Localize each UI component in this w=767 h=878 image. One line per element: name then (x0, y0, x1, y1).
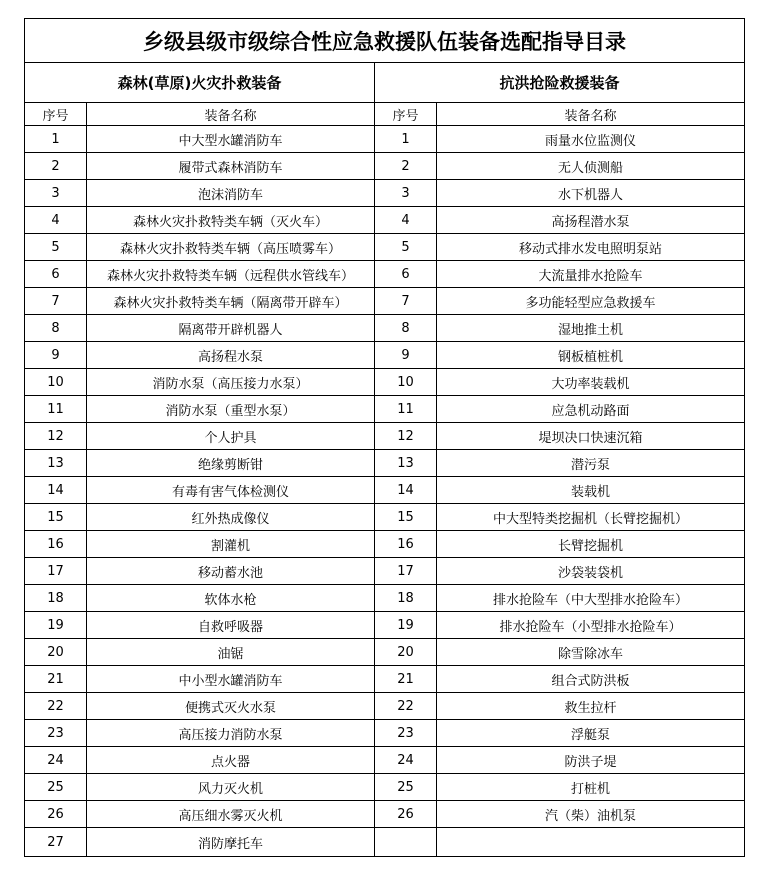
cell-seq-right: 12 (375, 423, 437, 450)
column-header-name-left: 装备名称 (87, 103, 375, 126)
cell-name-left: 点火器 (87, 747, 375, 774)
cell-seq-right: 25 (375, 774, 437, 801)
cell-seq-right: 9 (375, 342, 437, 369)
cell-seq-right: 5 (375, 234, 437, 261)
cell-name-left: 高压细水雾灭火机 (87, 801, 375, 828)
cell-seq-left: 5 (25, 234, 87, 261)
table-row (25, 342, 745, 369)
cell-name-right: 堤坝决口快速沉箱 (437, 423, 745, 450)
column-header-seq-right: 序号 (375, 103, 437, 126)
cell-name-right: 钢板植桩机 (437, 342, 745, 369)
cell-seq-left: 22 (25, 693, 87, 720)
cell-name-left: 割灌机 (87, 531, 375, 558)
table-row (25, 396, 745, 423)
cell-name-right: 大流量排水抢险车 (437, 261, 745, 288)
table-title: 乡级县级市级综合性应急救援队伍装备选配指导目录 (25, 19, 745, 63)
cell-name-left: 软体水枪 (87, 585, 375, 612)
cell-seq-right: 4 (375, 207, 437, 234)
cell-seq-right (375, 828, 437, 857)
cell-seq-right: 16 (375, 531, 437, 558)
table-row (25, 585, 745, 612)
cell-seq-left: 15 (25, 504, 87, 531)
cell-name-right: 装载机 (437, 477, 745, 504)
cell-name-left: 履带式森林消防车 (87, 153, 375, 180)
cell-name-left: 森林火灾扑救特类车辆（高压喷雾车） (87, 234, 375, 261)
cell-name-left: 泡沫消防车 (87, 180, 375, 207)
cell-name-right: 水下机器人 (437, 180, 745, 207)
cell-seq-left: 19 (25, 612, 87, 639)
cell-seq-right: 22 (375, 693, 437, 720)
cell-seq-left: 6 (25, 261, 87, 288)
table-row (25, 558, 745, 585)
table-row (25, 261, 745, 288)
cell-name-right: 排水抢险车（中大型排水抢险车） (437, 585, 745, 612)
cell-name-right: 防洪子堤 (437, 747, 745, 774)
cell-name-right: 无人侦测船 (437, 153, 745, 180)
cell-seq-left: 2 (25, 153, 87, 180)
table-row (25, 504, 745, 531)
cell-seq-left: 25 (25, 774, 87, 801)
cell-name-left: 森林火灾扑救特类车辆（隔离带开辟车） (87, 288, 375, 315)
cell-seq-right: 19 (375, 612, 437, 639)
table-row (25, 774, 745, 801)
cell-seq-right: 11 (375, 396, 437, 423)
table-row (25, 801, 745, 828)
cell-seq-right: 13 (375, 450, 437, 477)
cell-seq-right: 20 (375, 639, 437, 666)
cell-name-left: 消防水泵（重型水泵） (87, 396, 375, 423)
section-row (25, 63, 745, 103)
cell-name-right: 打桩机 (437, 774, 745, 801)
cell-name-left: 高扬程水泵 (87, 342, 375, 369)
cell-name-left: 自救呼吸器 (87, 612, 375, 639)
title-row (25, 19, 745, 63)
cell-name-left: 中小型水罐消防车 (87, 666, 375, 693)
cell-name-left: 有毒有害气体检测仪 (87, 477, 375, 504)
cell-seq-left: 23 (25, 720, 87, 747)
cell-name-left: 隔离带开辟机器人 (87, 315, 375, 342)
cell-name-right: 应急机动路面 (437, 396, 745, 423)
cell-name-left: 中大型水罐消防车 (87, 126, 375, 153)
cell-name-right (437, 828, 745, 857)
section-title-forest-fire: 森林(草原)火灾扑救装备 (25, 63, 375, 103)
cell-name-right: 汽（柴）油机泵 (437, 801, 745, 828)
cell-seq-left: 4 (25, 207, 87, 234)
cell-seq-left: 8 (25, 315, 87, 342)
cell-name-left: 消防水泵（高压接力水泵） (87, 369, 375, 396)
cell-seq-right: 1 (375, 126, 437, 153)
cell-seq-right: 6 (375, 261, 437, 288)
cell-name-left: 消防摩托车 (87, 828, 375, 857)
cell-name-right: 组合式防洪板 (437, 666, 745, 693)
cell-seq-left: 27 (25, 828, 87, 857)
cell-seq-right: 10 (375, 369, 437, 396)
table-row (25, 369, 745, 396)
table-row (25, 612, 745, 639)
cell-seq-left: 7 (25, 288, 87, 315)
column-header-name-right: 装备名称 (437, 103, 745, 126)
cell-seq-right: 17 (375, 558, 437, 585)
table-row (25, 180, 745, 207)
cell-name-right: 多功能轻型应急救援车 (437, 288, 745, 315)
cell-name-right: 湿地推土机 (437, 315, 745, 342)
cell-seq-right: 18 (375, 585, 437, 612)
cell-name-left: 森林火灾扑救特类车辆（远程供水管线车） (87, 261, 375, 288)
table-row (25, 423, 745, 450)
table-row (25, 531, 745, 558)
cell-seq-right: 21 (375, 666, 437, 693)
cell-name-right: 移动式排水发电照明泵站 (437, 234, 745, 261)
cell-name-right: 除雪除冰车 (437, 639, 745, 666)
cell-seq-left: 17 (25, 558, 87, 585)
cell-seq-left: 20 (25, 639, 87, 666)
cell-name-left: 移动蓄水池 (87, 558, 375, 585)
cell-seq-left: 12 (25, 423, 87, 450)
column-header-seq-left: 序号 (25, 103, 87, 126)
cell-name-right: 救生拉杆 (437, 693, 745, 720)
cell-name-left: 便携式灭火水泵 (87, 693, 375, 720)
table-row (25, 315, 745, 342)
cell-name-right: 雨量水位监测仪 (437, 126, 745, 153)
table-row (25, 720, 745, 747)
cell-seq-left: 14 (25, 477, 87, 504)
table-row (25, 153, 745, 180)
cell-seq-right: 26 (375, 801, 437, 828)
cell-seq-left: 10 (25, 369, 87, 396)
cell-seq-left: 9 (25, 342, 87, 369)
cell-seq-right: 23 (375, 720, 437, 747)
cell-seq-right: 2 (375, 153, 437, 180)
section-title-flood-rescue: 抗洪抢险救援装备 (375, 63, 745, 103)
cell-name-right: 长臂挖掘机 (437, 531, 745, 558)
cell-name-right: 中大型特类挖掘机（长臂挖掘机） (437, 504, 745, 531)
cell-seq-right: 15 (375, 504, 437, 531)
table-row (25, 288, 745, 315)
cell-seq-left: 13 (25, 450, 87, 477)
cell-seq-left: 24 (25, 747, 87, 774)
table-row (25, 828, 745, 857)
cell-name-left: 高压接力消防水泵 (87, 720, 375, 747)
cell-seq-left: 3 (25, 180, 87, 207)
cell-name-right: 沙袋装袋机 (437, 558, 745, 585)
table-row (25, 747, 745, 774)
table-row (25, 234, 745, 261)
table-row (25, 639, 745, 666)
cell-seq-left: 26 (25, 801, 87, 828)
cell-seq-left: 16 (25, 531, 87, 558)
table-row (25, 450, 745, 477)
table-row (25, 126, 745, 153)
cell-name-right: 浮艇泵 (437, 720, 745, 747)
cell-seq-left: 11 (25, 396, 87, 423)
cell-seq-left: 1 (25, 126, 87, 153)
cell-name-left: 风力灭火机 (87, 774, 375, 801)
cell-seq-left: 21 (25, 666, 87, 693)
cell-name-left: 红外热成像仪 (87, 504, 375, 531)
table-row (25, 693, 745, 720)
table-row (25, 477, 745, 504)
table-row (25, 207, 745, 234)
cell-name-right: 高扬程潜水泵 (437, 207, 745, 234)
table-row (25, 666, 745, 693)
cell-name-left: 绝缘剪断钳 (87, 450, 375, 477)
cell-seq-right: 24 (375, 747, 437, 774)
cell-name-left: 森林火灾扑救特类车辆（灭火车） (87, 207, 375, 234)
cell-seq-left: 18 (25, 585, 87, 612)
cell-name-right: 潜污泵 (437, 450, 745, 477)
cell-name-left: 个人护具 (87, 423, 375, 450)
equipment-catalog-table (24, 18, 745, 857)
cell-name-left: 油锯 (87, 639, 375, 666)
cell-seq-right: 7 (375, 288, 437, 315)
cell-seq-right: 14 (375, 477, 437, 504)
cell-seq-right: 8 (375, 315, 437, 342)
cell-seq-right: 3 (375, 180, 437, 207)
cell-name-right: 大功率装载机 (437, 369, 745, 396)
cell-name-right: 排水抢险车（小型排水抢险车） (437, 612, 745, 639)
column-header-row (25, 103, 745, 126)
